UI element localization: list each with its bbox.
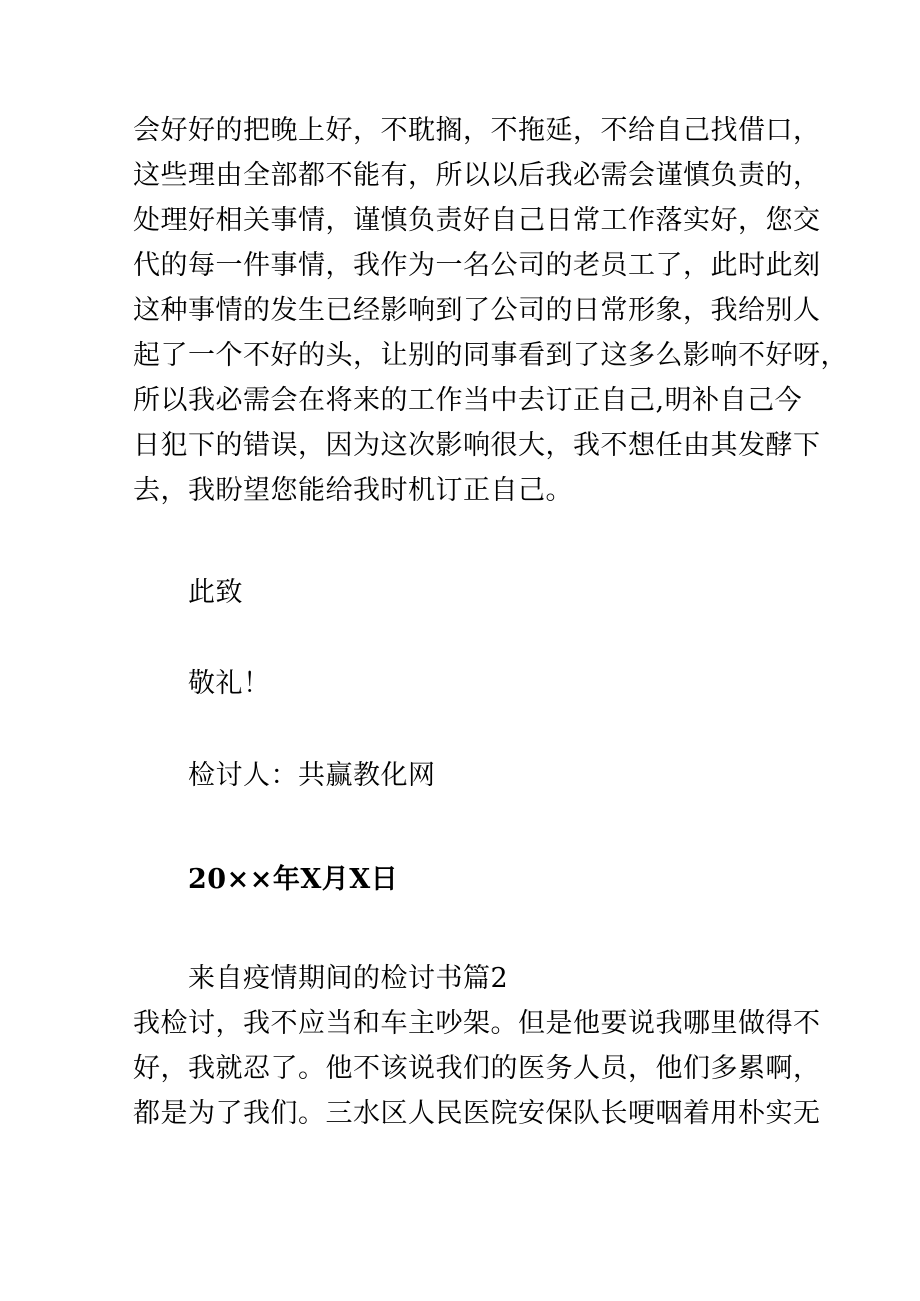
paragraph-line: 都是为了我们。三水区人民医院安保队长哽咽着用朴实无 bbox=[133, 1098, 821, 1129]
paragraph-line: 会好好的把晚上好，不耽搁，不拖延，不给自己找借口， bbox=[133, 115, 821, 146]
paragraph-line: 处理好相关事情，谨慎负责好自己日常工作落实好，您交 bbox=[133, 205, 821, 236]
paragraph-line: 我检讨，我不应当和车主吵架。但是他要说我哪里做得不 bbox=[133, 1008, 821, 1039]
closing-author: 检讨人：共赢教化网 bbox=[188, 760, 436, 791]
paragraph-line: 代的每一件事情，我作为一名公司的老员工了，此时此刻 bbox=[133, 250, 821, 281]
paragraph-line: 日犯下的错误，因为这次影响很大，我不想任由其发酵下 bbox=[133, 430, 821, 461]
paragraph-line: 这些理由全部都不能有，所以以后我必需会谨慎负责的， bbox=[133, 160, 821, 191]
paragraph-line: 好，我就忍了。他不该说我们的医务人员，他们多累啊， bbox=[133, 1053, 821, 1084]
paragraph-line: 去，我盼望您能给我时机订正自己。 bbox=[133, 475, 573, 506]
paragraph-line: 这种事情的发生已经影响到了公司的日常形象，我给别人 bbox=[133, 295, 821, 326]
closing-salutation: 此致 bbox=[188, 577, 243, 608]
section-title: 来自疫情期间的检讨书篇2 bbox=[188, 963, 509, 994]
paragraph-line: 起了一个不好的头，让别的同事看到了这多么影响不好呀， bbox=[133, 340, 848, 371]
closing-date: 20××年X月X日 bbox=[188, 864, 399, 895]
closing-respect: 敬礼！ bbox=[188, 668, 271, 699]
paragraph-line: 所以我必需会在将来的工作当中去订正自己,明补自己今 bbox=[133, 385, 803, 416]
